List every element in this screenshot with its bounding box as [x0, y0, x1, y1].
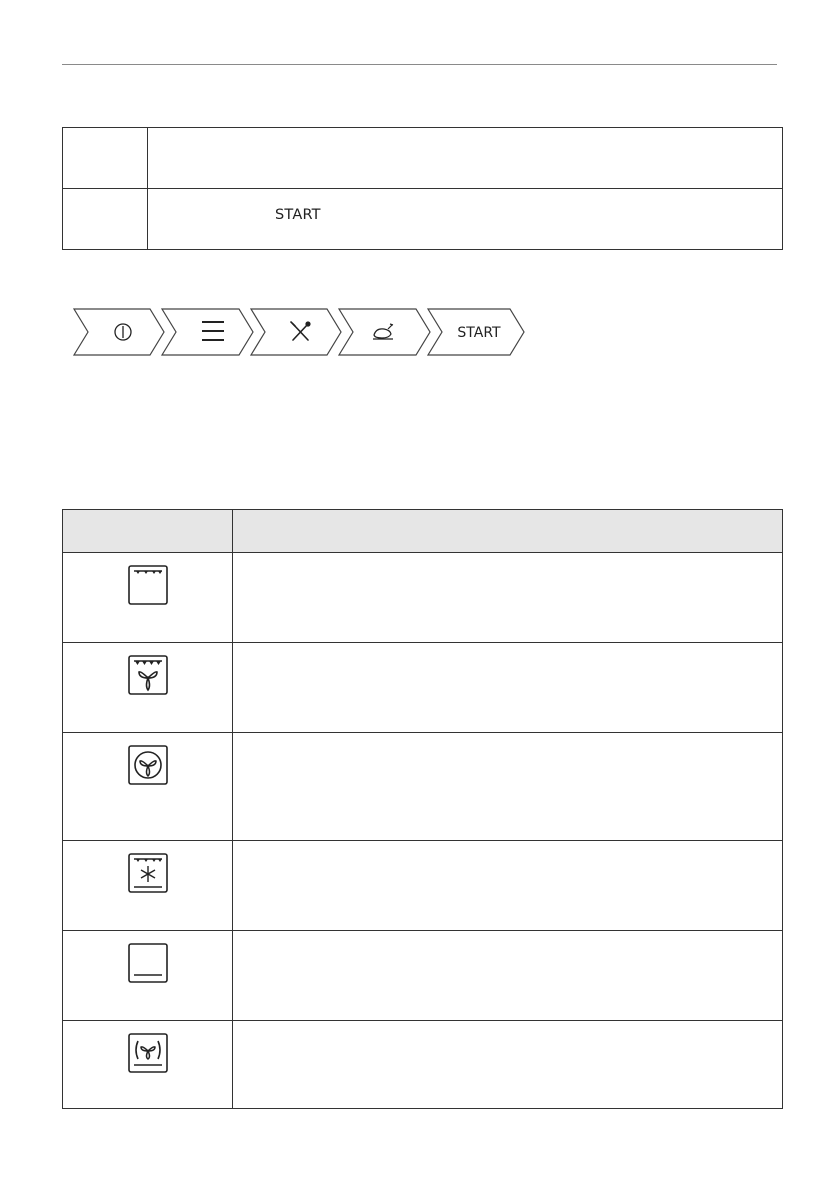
- icon-cell: [63, 931, 233, 1021]
- description-cell: [233, 553, 783, 643]
- defrost-icon: [128, 853, 168, 893]
- header-rule: [62, 64, 777, 65]
- oven-functions-table: [62, 509, 783, 1109]
- steps-table: [62, 127, 783, 250]
- step-number-cell: [63, 189, 148, 250]
- step-row: [63, 189, 783, 250]
- sequence-start-label: START: [457, 325, 501, 341]
- step-number-cell: [63, 128, 148, 189]
- top-heat-fan-icon: [128, 655, 168, 695]
- description-cell: [233, 733, 783, 841]
- header-cell-description: [233, 510, 783, 553]
- icon-cell: [63, 1021, 233, 1109]
- table-row: [63, 1021, 783, 1109]
- sequence-step-1: [74, 309, 164, 355]
- description-cell: [233, 1021, 783, 1109]
- description-cell: [233, 931, 783, 1021]
- icon-cell: [63, 553, 233, 643]
- step-text-cell: [148, 189, 783, 250]
- table-row: [63, 931, 783, 1021]
- header-cell-symbol: [63, 510, 233, 553]
- icon-cell: [63, 643, 233, 733]
- step-text-cell: [148, 128, 783, 189]
- description-cell: [233, 643, 783, 733]
- icon-cell: [63, 841, 233, 931]
- icon-cell: [63, 733, 233, 841]
- table-header-row: [63, 510, 783, 553]
- start-key-label: START: [275, 207, 321, 223]
- top-heat-icon: [128, 565, 168, 605]
- table-row: [63, 733, 783, 841]
- description-cell: [233, 841, 783, 931]
- operation-sequence: [72, 307, 532, 357]
- table-row: [63, 643, 783, 733]
- table-row: [63, 553, 783, 643]
- circular-fan-icon: [128, 745, 168, 785]
- table-row: [63, 841, 783, 931]
- sequence-step-4: [339, 309, 430, 355]
- bottom-heat-icon: [128, 943, 168, 983]
- fan-bottom-heat-icon: [128, 1033, 168, 1073]
- step-row: [63, 128, 783, 189]
- sequence-step-3: [251, 309, 341, 355]
